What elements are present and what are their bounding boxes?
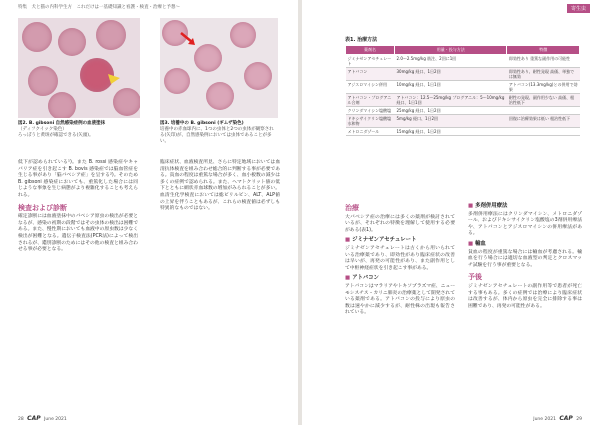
- table-row: [346, 107, 580, 115]
- left-footer: [18, 415, 67, 422]
- table-cell: アトバコン: [346, 68, 395, 81]
- red-arrow-icon: [180, 32, 196, 46]
- table-row: [346, 55, 580, 68]
- infected-red-blood-cell: [206, 82, 234, 110]
- red-blood-cell: [96, 20, 126, 50]
- table-row: [346, 68, 580, 81]
- table-cell: ドキシサイクリン塩酸塩水和物: [346, 115, 395, 128]
- table-cell: クリンダマイシン塩酸塩: [346, 107, 395, 115]
- table-cell: 30mg/kg 経口、1日2回: [395, 68, 507, 81]
- table-cell: 5mg/kg 経口、1日2回: [395, 115, 507, 128]
- figure-3-micrograph: [160, 18, 278, 118]
- table-cell: 即効性あり 重篤な副作用の可能性: [507, 55, 580, 68]
- right-column-2: [468, 200, 582, 312]
- table-row: [346, 128, 580, 136]
- table-row: [346, 81, 580, 94]
- table-cell: 耐性の発現、副作用少ない 高価、根治性低下: [507, 94, 580, 107]
- atovaquone-paragraph: アトバコンはマラリアやトキソプラズマ症、ニューモシスチス・カリニ肺炎の治療薬として開発されている薬剤である。アトバコンの投与により原虫の数は速やかに減少するが、耐性株の出現も報告されている。: [345, 283, 455, 316]
- table-cell: アジスロマイシン併用: [346, 81, 395, 94]
- figure-3-caption: [160, 121, 278, 145]
- subheading-combination-therapy: ■ 多剤併用療法: [468, 203, 582, 210]
- section-heading-diagnosis: 検査および診断: [18, 203, 67, 212]
- red-blood-cell: [230, 22, 256, 48]
- subheading-atovaquone: ■ アトバコン: [345, 275, 455, 282]
- section-tab: 寄生虫: [567, 4, 590, 13]
- treatment-table: [345, 36, 580, 136]
- table-row: [346, 94, 580, 107]
- table-title: 表1. 治療方法: [345, 37, 378, 43]
- table-cell: 2.0〜2.5mg/kg 筋注、2回に1回: [395, 55, 507, 68]
- figure-2-title: 図2. B. gibsoni 自然感染症例の血液塗抹: [18, 121, 106, 126]
- figure-3-title: 図3. 培養中の B. gibsoni (ギムザ染色): [160, 121, 244, 126]
- table-cell: アトバコン：12.5〜25mg/kg プログアニル：5〜10mg/kg 経口、1日1回: [395, 94, 507, 107]
- red-blood-cell: [22, 22, 52, 52]
- issue-date: June 2021: [533, 417, 556, 422]
- figure-2-body: ろっぽうと黄斑が確認できる(矢頭)。: [18, 133, 94, 138]
- page-number: 29: [576, 417, 582, 422]
- table-cell: 即効性あり、耐性発現 高価、単独では無効: [507, 68, 580, 81]
- page-number: 28: [18, 417, 24, 422]
- treatment-table-grid: [345, 45, 580, 136]
- table-cell: 15mg/kg 経口、1日2回: [395, 128, 507, 136]
- section-heading-prognosis: 予後: [468, 273, 482, 282]
- issue-date: June 2021: [44, 417, 67, 422]
- table-cell: [507, 107, 580, 115]
- subheading-diminazene: ■ ジミナゼンアセチュレート: [345, 237, 455, 244]
- red-blood-cell: [164, 68, 190, 94]
- table-cell: アトバコン(13.3mg/kg)との併用で効果: [508, 82, 578, 92]
- left-column-2: [160, 160, 280, 215]
- diagnosis-paragraph: 確定診断には血液塗抹中のバベシア原虫の検出が必要となるが、感染の初期の段階ではその虫体の検出は困難である。また、慢性期においても血液中の原虫数は少なく検出が困難となる。遺伝子検査法(PCR法)によって検出されるが、鑑別診断のためにはその他の検査と組み合わせる事が必要となる。: [18, 214, 138, 253]
- transfusion-paragraph: 貧血の程度が重篤な場合には輸血が考慮される。輸血を行う場合には適切な血液型の判定とクロスマッチ試験を行う事が重要となる。: [468, 249, 582, 268]
- figure-2-subtitle: （ディフクイック染色）: [18, 127, 67, 132]
- red-blood-cell: [113, 88, 140, 116]
- table-cell: ジミナゼンアセチュレート: [346, 55, 395, 68]
- figure-3-body: 培養中の赤血球内に、1つの虫体と2つの虫体が観察される(矢印)が、自然感染例においては虫体であることが多い。: [160, 127, 274, 144]
- magazine-logo: CAP: [559, 415, 573, 422]
- table-cell: 回復に治療効果は低い 根治性低下: [507, 115, 580, 128]
- infected-red-blood-cell: [194, 44, 222, 72]
- table-cell: 10mg/kg 経口、1日1回: [395, 81, 507, 94]
- table-cell: [507, 128, 580, 136]
- right-column-1: [345, 200, 455, 319]
- intro-paragraph: 低下が認められている¹)。また B. rossi 感染症やキャバリア症を引き起こす B. bovis 感染症では脳血管症を生じる事があり「脳バベシア症」を呈する²)。そのため B. gibsoni 感染症においても、重篤化した場合には同じような事象を生じ病態がより複雑化することも考えられる。: [18, 160, 138, 198]
- figure-2-caption: [18, 121, 140, 139]
- table-header-cell: 特徴: [507, 46, 580, 55]
- subheading-transfusion: ■ 輸血: [468, 241, 582, 248]
- red-blood-cell: [244, 62, 272, 90]
- running-header: 特集 犬と猫の内科学生方 これだけは一基礎知識と看護・検査・治療と予想〜: [18, 5, 180, 10]
- table-header-cell: 用量・投与方法: [395, 46, 507, 55]
- table-cell: 25mg/kg 経口、1日2回: [395, 107, 507, 115]
- diagnosis-paragraph-continued: 臨床症状、血液検査所見、さらに特定地域においては血清抗体検査を組み合わせ総合的に判断する事が必要である。貧血の程度は重篤な場合が多く、血小板数の減少は多くの症例で認められる。また、ヘマトクリット値の低下とともに網状赤血球数の増加がみられることが多い。血清生化学検査においては総ビリルビン、ALT、ALP値の上昇を伴うこともあるが、これらの検査値は必ずしも特異的なものではない。: [160, 160, 280, 212]
- treatment-intro: 大バベシア症の治療には多くの薬剤が検討されているが、それぞれの特徴を理解して使用する必要がある(表1)。: [345, 214, 455, 233]
- prognosis-paragraph: ジミナゼンアセチュレートの副作用等で患者が死亡する事もある。多くの症例では治療により臨床症状は改善するが、体内から原虫を完全に排除する事は困難であり、再発の可能性がある。: [468, 283, 582, 309]
- table-cell: メトロニダゾール: [346, 128, 395, 136]
- figure-2-micrograph: [18, 18, 140, 118]
- left-column-1: [18, 160, 138, 256]
- table-header-cell: 薬剤名: [346, 46, 395, 55]
- combination-therapy-paragraph: 多剤併用療法にはクリンダマイシン、メトロニダゾール、およびドキシサイクリン塩酸塩の3剤併用療法や、アトバコンとアジスロマイシンの併用療法がある。: [468, 211, 582, 237]
- red-blood-cell: [48, 92, 76, 118]
- right-footer: [533, 415, 582, 422]
- red-blood-cell: [58, 28, 86, 56]
- magazine-logo: CAP: [27, 415, 41, 422]
- diminazene-paragraph: ジミナゼンアセチュレートは古くから用いられている治療薬であり、即効性があり臨床症状の改善は早いが、再発の可能性があり、また副作用として中枢神経症状を引き起こす事がある。: [345, 245, 455, 271]
- table-row: [346, 115, 580, 128]
- table-cell: アトバコン・プログアニル合剤: [346, 94, 395, 107]
- red-blood-cell: [28, 66, 58, 96]
- section-heading-treatment: 治療: [345, 204, 359, 212]
- yellow-arrowhead-icon: [108, 74, 120, 84]
